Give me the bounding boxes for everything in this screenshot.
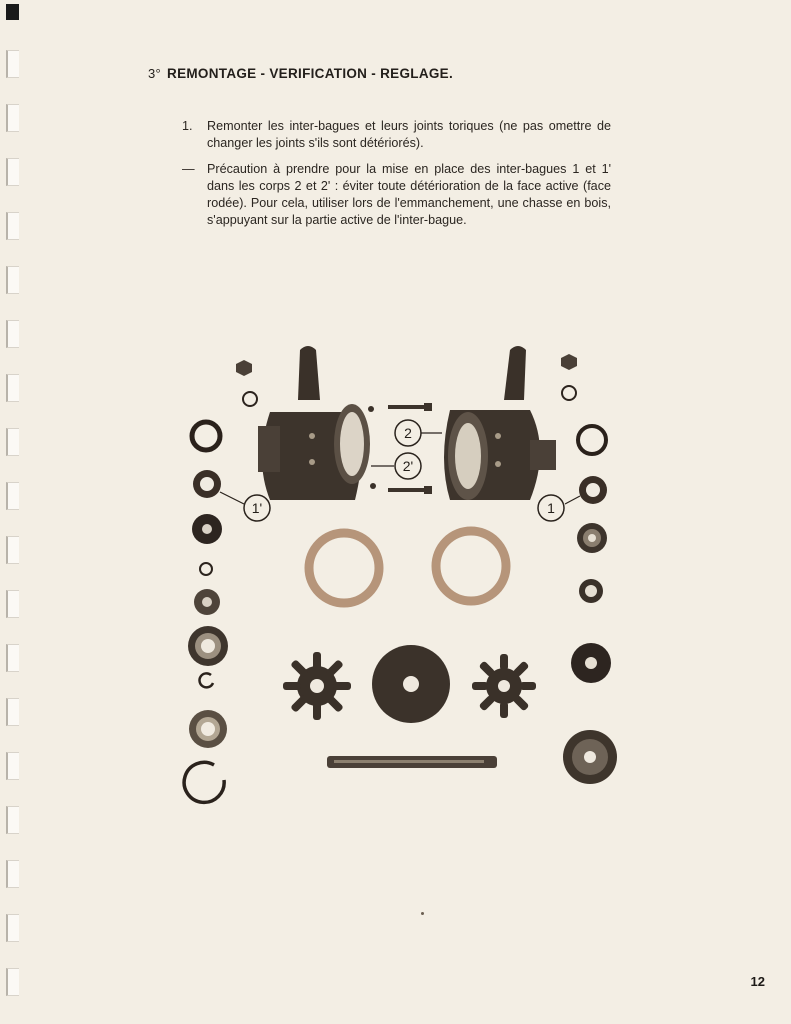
binder-hole [6,482,19,510]
precaution-paragraph [182,161,632,233]
binder-hole [6,860,19,888]
binder-hole [6,104,19,132]
section-number: 3° [148,66,162,81]
binder-hole [6,266,19,294]
callout-1-prime: 1' [251,500,263,516]
section-heading [148,66,453,81]
impeller-right [472,654,536,718]
binder-hole [6,698,19,726]
bolts [368,403,432,494]
binder-hole [6,644,19,672]
callout-2: 2 [404,425,412,441]
list-marker: 1. [182,119,193,133]
left-parts-column [184,360,257,802]
print-speck [421,912,424,915]
callout-2-prime: 2' [402,458,414,474]
gasket-right [436,531,506,601]
parts-illustration [180,340,630,820]
instruction-paragraph [182,118,632,158]
binder-hole [6,968,19,996]
binder-hole [6,158,19,186]
binder-hole [6,374,19,402]
binder-hole [6,212,19,240]
binder-hole [6,320,19,348]
binder-hole [6,428,19,456]
binder-hole [6,914,19,942]
paragraph-text: Remonter les inter-bagues et leurs joints toriques (ne pas omettre de changer les joints s'ils sont détériorés). [207,119,611,150]
binder-hole [6,4,19,20]
binder-hole [6,536,19,564]
dash-marker: — [182,162,195,176]
callout-1: 1 [547,500,555,516]
impeller-left [283,652,351,720]
binder-hole [6,50,19,78]
pump-body-left [258,346,370,500]
paragraph-text: Précaution à prendre pour la mise en place des inter-bagues 1 et 1' dans les corps 2 et 2' : éviter toute détérioration de la face active (face rodée). Pour cela, utiliser lors de l'emmanchement, une chasse en bois, s'appuyant sur la partie active de l'inter-bague. [207,162,611,227]
pump-body-right [444,346,556,500]
section-title: REMONTAGE - VERIFICATION - REGLAGE. [167,66,454,81]
binder-hole [6,590,19,618]
right-parts-column [561,354,617,784]
binder-hole [6,806,19,834]
binder-hole [6,752,19,780]
exploded-parts-photo [180,340,630,820]
binder-holes [6,0,20,1024]
page-number: 12 [750,974,765,989]
gasket-left [309,533,379,603]
